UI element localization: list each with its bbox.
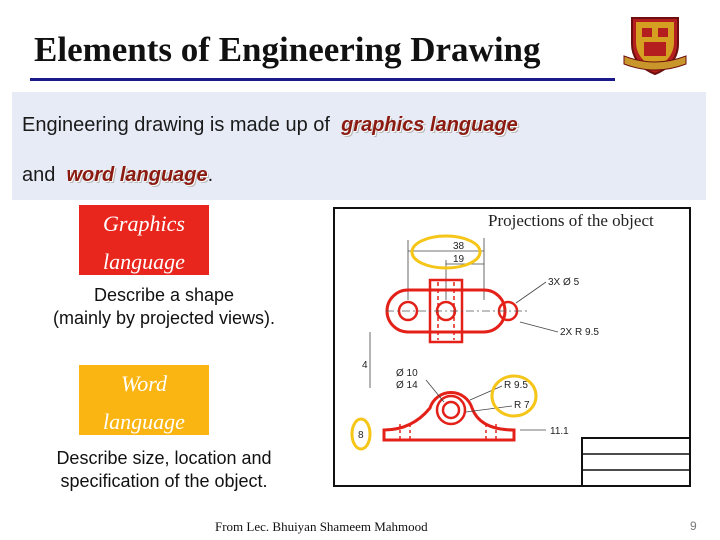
title-underline (30, 78, 615, 81)
graphics-description (10, 284, 318, 330)
dimension-8: 8 (358, 430, 364, 441)
graphics-language-tag: Graphics language (79, 205, 209, 275)
dimension-r95: R 9.5 (504, 380, 528, 391)
intro-period: . (207, 164, 214, 186)
word-description-line-1: Describe size, location and (56, 448, 272, 468)
projections-label: Projections of the object (488, 211, 654, 230)
graphics-description-line-1: Describe a shape (93, 285, 235, 305)
page-number: 9 (690, 519, 697, 533)
word-language-tag: Word language (79, 365, 209, 435)
dimension-dia10: Ø 10 (396, 368, 418, 379)
intro-text: Engineering drawing is made up of (22, 114, 330, 136)
engineering-drawing (320, 198, 696, 496)
word-language-emphasis: word language (66, 164, 208, 186)
radius-pair-note: 2X R 9.5 (560, 327, 599, 338)
footer-credit: From Lec. Bhuiyan Shameem Mahmood (215, 519, 428, 534)
word-description-line-2: specification of the object. (60, 471, 268, 491)
word-description (10, 447, 318, 493)
dimension-11-1: 11.1 (550, 426, 569, 437)
dimension-r7: R 7 (514, 400, 530, 411)
graphics-language-emphasis: graphics language (341, 114, 518, 136)
graphics-description-line-2: (mainly by projected views). (52, 308, 276, 328)
dimension-19: 19 (453, 254, 465, 265)
university-crest-icon (622, 14, 688, 76)
dimension-dia14: Ø 14 (396, 380, 418, 391)
intro-line-2 (22, 164, 213, 187)
dimension-4: 4 (362, 360, 368, 371)
intro-and-text: and (22, 164, 56, 186)
drawing-border (334, 208, 690, 486)
holes-note: 3X Ø 5 (548, 277, 580, 288)
intro-line-1 (22, 114, 518, 137)
dimension-38: 38 (453, 241, 465, 252)
slide-title: Elements of Engineering Drawing (34, 30, 541, 69)
